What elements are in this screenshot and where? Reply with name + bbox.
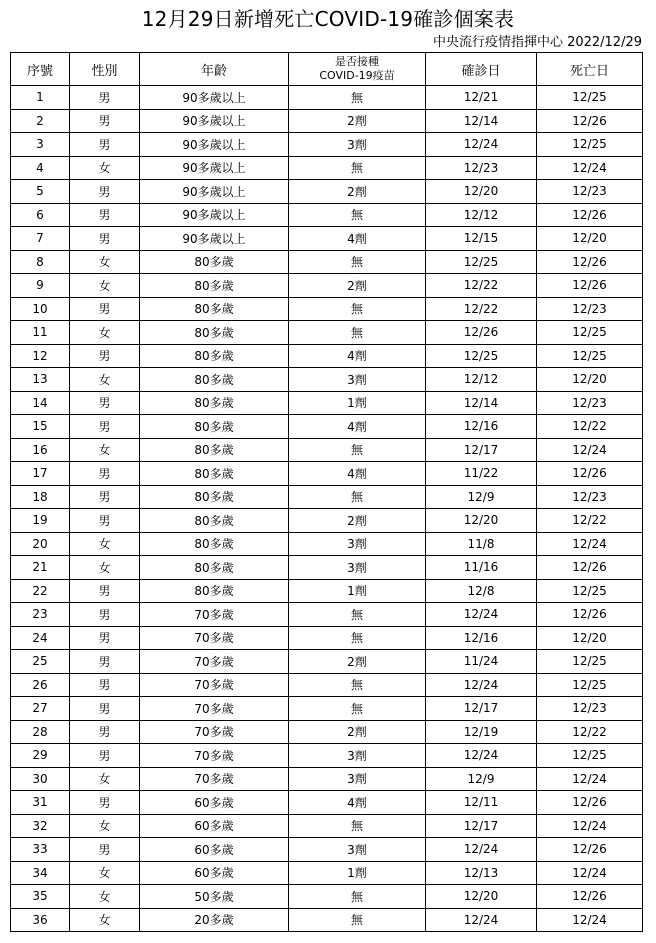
table-row — [11, 133, 643, 157]
cell-vaccine: 3劑 — [289, 767, 426, 791]
cell-age: 90多歲以上 — [140, 133, 289, 157]
table-row — [11, 509, 643, 533]
cell-vaccine: 3劑 — [289, 133, 426, 157]
cell-age: 90多歲以上 — [140, 156, 289, 180]
cell-confirm-date: 11/22 — [426, 462, 537, 486]
cell-age: 80多歲 — [140, 556, 289, 580]
cell-age: 80多歲 — [140, 274, 289, 298]
header-death-date: 死亡日 — [537, 53, 643, 86]
table-row — [11, 321, 643, 345]
cell-confirm-date: 12/22 — [426, 274, 537, 298]
cell-vaccine: 2劑 — [289, 180, 426, 204]
table-row — [11, 415, 643, 439]
cell-sex: 男 — [70, 626, 140, 650]
cell-sex: 男 — [70, 86, 140, 110]
cell-no: 27 — [11, 697, 70, 721]
cell-confirm-date: 12/24 — [426, 603, 537, 627]
cell-no: 9 — [11, 274, 70, 298]
header-vaccine — [289, 53, 426, 86]
cell-age: 80多歲 — [140, 415, 289, 439]
table-row — [11, 438, 643, 462]
cell-no: 20 — [11, 532, 70, 556]
cell-no: 21 — [11, 556, 70, 580]
cell-no: 7 — [11, 227, 70, 251]
cell-no: 15 — [11, 415, 70, 439]
table-row — [11, 603, 643, 627]
cell-vaccine: 3劑 — [289, 838, 426, 862]
cell-confirm-date: 12/12 — [426, 203, 537, 227]
cell-death-date: 12/26 — [537, 462, 643, 486]
cell-confirm-date: 12/16 — [426, 415, 537, 439]
cell-age: 80多歲 — [140, 438, 289, 462]
cell-sex: 男 — [70, 297, 140, 321]
cell-no: 4 — [11, 156, 70, 180]
cell-vaccine: 3劑 — [289, 744, 426, 768]
cell-no: 23 — [11, 603, 70, 627]
header-vaccine-line1: 是否接種 — [335, 55, 379, 68]
cell-death-date: 12/23 — [537, 697, 643, 721]
death-case-table — [10, 52, 643, 932]
table-row — [11, 250, 643, 274]
table-header-row — [11, 53, 643, 86]
header-sex: 性別 — [70, 53, 140, 86]
cell-death-date: 12/25 — [537, 344, 643, 368]
cell-sex: 男 — [70, 509, 140, 533]
cell-no: 22 — [11, 579, 70, 603]
cell-death-date: 12/22 — [537, 509, 643, 533]
cell-confirm-date: 12/23 — [426, 156, 537, 180]
cell-confirm-date: 12/9 — [426, 767, 537, 791]
cell-confirm-date: 12/20 — [426, 885, 537, 909]
cell-death-date: 12/26 — [537, 838, 643, 862]
cell-age: 80多歲 — [140, 321, 289, 345]
header-confirm-date: 確診日 — [426, 53, 537, 86]
cell-sex: 女 — [70, 156, 140, 180]
table-row — [11, 274, 643, 298]
table-row — [11, 344, 643, 368]
cell-vaccine: 2劑 — [289, 720, 426, 744]
cell-vaccine: 無 — [289, 673, 426, 697]
cell-age: 70多歲 — [140, 767, 289, 791]
cell-sex: 男 — [70, 673, 140, 697]
table-row — [11, 814, 643, 838]
cell-sex: 男 — [70, 650, 140, 674]
table-row — [11, 650, 643, 674]
source-date: 中央流行疫情指揮中心 2022/12/29 — [432, 35, 642, 50]
cell-vaccine: 無 — [289, 814, 426, 838]
table-row — [11, 180, 643, 204]
cell-death-date: 12/24 — [537, 767, 643, 791]
cell-death-date: 12/26 — [537, 791, 643, 815]
table-row — [11, 838, 643, 862]
cell-vaccine: 3劑 — [289, 368, 426, 392]
cell-death-date: 12/24 — [537, 814, 643, 838]
cell-vaccine: 無 — [289, 697, 426, 721]
cell-no: 28 — [11, 720, 70, 744]
cell-no: 34 — [11, 861, 70, 885]
cell-confirm-date: 12/9 — [426, 485, 537, 509]
cell-no: 13 — [11, 368, 70, 392]
cell-death-date: 12/25 — [537, 133, 643, 157]
cell-confirm-date: 12/12 — [426, 368, 537, 392]
cell-sex: 女 — [70, 767, 140, 791]
cell-death-date: 12/25 — [537, 321, 643, 345]
cell-vaccine: 無 — [289, 203, 426, 227]
table-row — [11, 297, 643, 321]
cell-sex: 男 — [70, 415, 140, 439]
cell-death-date: 12/20 — [537, 227, 643, 251]
table-row — [11, 368, 643, 392]
cell-confirm-date: 12/17 — [426, 697, 537, 721]
cell-sex: 女 — [70, 368, 140, 392]
cell-age: 80多歲 — [140, 509, 289, 533]
cell-age: 80多歲 — [140, 579, 289, 603]
cell-vaccine: 無 — [289, 485, 426, 509]
cell-confirm-date: 12/11 — [426, 791, 537, 815]
cell-death-date: 12/26 — [537, 203, 643, 227]
cell-no: 30 — [11, 767, 70, 791]
table-row — [11, 767, 643, 791]
table-row — [11, 673, 643, 697]
cell-sex: 男 — [70, 720, 140, 744]
cell-confirm-date: 12/24 — [426, 673, 537, 697]
cell-no: 29 — [11, 744, 70, 768]
header-age: 年齡 — [140, 53, 289, 86]
table-row — [11, 391, 643, 415]
cell-confirm-date: 12/21 — [426, 86, 537, 110]
cell-vaccine: 無 — [289, 321, 426, 345]
cell-vaccine: 3劑 — [289, 532, 426, 556]
cell-sex: 女 — [70, 274, 140, 298]
cell-vaccine: 無 — [289, 908, 426, 932]
cell-death-date: 12/25 — [537, 744, 643, 768]
table-row — [11, 203, 643, 227]
cell-sex: 男 — [70, 791, 140, 815]
cell-confirm-date: 12/24 — [426, 133, 537, 157]
table-row — [11, 532, 643, 556]
table-row — [11, 720, 643, 744]
cell-vaccine: 2劑 — [289, 109, 426, 133]
cell-sex: 男 — [70, 462, 140, 486]
cell-no: 12 — [11, 344, 70, 368]
cell-sex: 男 — [70, 344, 140, 368]
cell-death-date: 12/24 — [537, 156, 643, 180]
cell-death-date: 12/26 — [537, 556, 643, 580]
cell-death-date: 12/20 — [537, 368, 643, 392]
cell-no: 32 — [11, 814, 70, 838]
cell-death-date: 12/26 — [537, 109, 643, 133]
cell-confirm-date: 12/22 — [426, 297, 537, 321]
cell-death-date: 12/25 — [537, 650, 643, 674]
cell-no: 26 — [11, 673, 70, 697]
cell-vaccine: 無 — [289, 885, 426, 909]
cell-no: 11 — [11, 321, 70, 345]
cell-vaccine: 無 — [289, 297, 426, 321]
cell-age: 70多歲 — [140, 603, 289, 627]
cell-age: 90多歲以上 — [140, 180, 289, 204]
cell-sex: 女 — [70, 814, 140, 838]
cell-age: 20多歲 — [140, 908, 289, 932]
cell-no: 6 — [11, 203, 70, 227]
cell-sex: 男 — [70, 109, 140, 133]
cell-age: 70多歲 — [140, 744, 289, 768]
cell-death-date: 12/25 — [537, 673, 643, 697]
cell-death-date: 12/22 — [537, 415, 643, 439]
page-title: 12月29日新增死亡COVID-19確診個案表 — [141, 7, 515, 31]
cell-sex: 女 — [70, 438, 140, 462]
cell-age: 70多歲 — [140, 650, 289, 674]
cell-vaccine: 1劑 — [289, 861, 426, 885]
cell-no: 35 — [11, 885, 70, 909]
cell-sex: 男 — [70, 227, 140, 251]
cell-no: 25 — [11, 650, 70, 674]
cell-vaccine: 1劑 — [289, 579, 426, 603]
cell-vaccine: 3劑 — [289, 556, 426, 580]
cell-age: 90多歲以上 — [140, 227, 289, 251]
cell-vaccine: 無 — [289, 86, 426, 110]
table-row — [11, 697, 643, 721]
cell-confirm-date: 12/26 — [426, 321, 537, 345]
header-vaccine-line2: COVID-19疫苗 — [319, 69, 395, 82]
cell-confirm-date: 12/24 — [426, 908, 537, 932]
table-row — [11, 227, 643, 251]
cell-sex: 男 — [70, 838, 140, 862]
cell-sex: 男 — [70, 203, 140, 227]
cell-no: 18 — [11, 485, 70, 509]
table-row — [11, 908, 643, 932]
cell-confirm-date: 12/17 — [426, 814, 537, 838]
cell-no: 31 — [11, 791, 70, 815]
cell-confirm-date: 12/25 — [426, 250, 537, 274]
cell-death-date: 12/23 — [537, 180, 643, 204]
cell-confirm-date: 12/15 — [426, 227, 537, 251]
cell-confirm-date: 11/8 — [426, 532, 537, 556]
cell-age: 80多歲 — [140, 391, 289, 415]
cell-death-date: 12/24 — [537, 861, 643, 885]
cell-sex: 女 — [70, 250, 140, 274]
cell-sex: 男 — [70, 744, 140, 768]
cell-confirm-date: 12/25 — [426, 344, 537, 368]
cell-sex: 女 — [70, 861, 140, 885]
cell-vaccine: 無 — [289, 626, 426, 650]
cell-age: 90多歲以上 — [140, 203, 289, 227]
table-row — [11, 885, 643, 909]
cell-confirm-date: 12/14 — [426, 391, 537, 415]
cell-death-date: 12/23 — [537, 391, 643, 415]
cell-age: 50多歲 — [140, 885, 289, 909]
cell-death-date: 12/24 — [537, 532, 643, 556]
cell-age: 60多歲 — [140, 838, 289, 862]
cell-sex: 男 — [70, 180, 140, 204]
cell-death-date: 12/26 — [537, 250, 643, 274]
cell-sex: 女 — [70, 556, 140, 580]
table-row — [11, 744, 643, 768]
cell-sex: 男 — [70, 391, 140, 415]
cell-age: 80多歲 — [140, 344, 289, 368]
cell-no: 8 — [11, 250, 70, 274]
cell-no: 2 — [11, 109, 70, 133]
table-row — [11, 556, 643, 580]
cell-vaccine: 4劑 — [289, 344, 426, 368]
cell-death-date: 12/25 — [537, 86, 643, 110]
table-row — [11, 626, 643, 650]
cell-vaccine: 4劑 — [289, 227, 426, 251]
cell-death-date: 12/26 — [537, 885, 643, 909]
cell-vaccine: 無 — [289, 156, 426, 180]
cell-no: 3 — [11, 133, 70, 157]
cell-no: 17 — [11, 462, 70, 486]
cell-age: 60多歲 — [140, 814, 289, 838]
cell-sex: 男 — [70, 485, 140, 509]
cell-death-date: 12/26 — [537, 603, 643, 627]
cell-confirm-date: 12/13 — [426, 861, 537, 885]
cell-age: 80多歲 — [140, 297, 289, 321]
table-row — [11, 485, 643, 509]
cell-confirm-date: 12/24 — [426, 744, 537, 768]
cell-age: 70多歲 — [140, 720, 289, 744]
cell-death-date: 12/25 — [537, 579, 643, 603]
cell-no: 1 — [11, 86, 70, 110]
cell-death-date: 12/24 — [537, 438, 643, 462]
cell-vaccine: 無 — [289, 438, 426, 462]
table-row — [11, 156, 643, 180]
table-row — [11, 861, 643, 885]
cell-sex: 女 — [70, 908, 140, 932]
cell-sex: 女 — [70, 885, 140, 909]
cell-no: 33 — [11, 838, 70, 862]
cell-vaccine: 4劑 — [289, 415, 426, 439]
cell-age: 70多歲 — [140, 673, 289, 697]
cell-confirm-date: 12/24 — [426, 838, 537, 862]
cell-death-date: 12/26 — [537, 274, 643, 298]
cell-vaccine: 4劑 — [289, 462, 426, 486]
cell-age: 80多歲 — [140, 368, 289, 392]
cell-sex: 女 — [70, 532, 140, 556]
cell-confirm-date: 12/20 — [426, 509, 537, 533]
cell-death-date: 12/23 — [537, 297, 643, 321]
cell-death-date: 12/23 — [537, 485, 643, 509]
cell-no: 19 — [11, 509, 70, 533]
cell-sex: 男 — [70, 133, 140, 157]
cell-vaccine: 1劑 — [289, 391, 426, 415]
cell-age: 80多歲 — [140, 250, 289, 274]
cell-age: 80多歲 — [140, 532, 289, 556]
cell-age: 70多歲 — [140, 697, 289, 721]
table-body — [11, 86, 643, 932]
cell-sex: 男 — [70, 697, 140, 721]
cell-no: 16 — [11, 438, 70, 462]
cell-confirm-date: 12/16 — [426, 626, 537, 650]
table-row — [11, 791, 643, 815]
cell-confirm-date: 12/19 — [426, 720, 537, 744]
cell-confirm-date: 12/17 — [426, 438, 537, 462]
cell-no: 14 — [11, 391, 70, 415]
cell-sex: 男 — [70, 603, 140, 627]
cell-confirm-date: 12/20 — [426, 180, 537, 204]
cell-vaccine: 4劑 — [289, 791, 426, 815]
cell-confirm-date: 12/8 — [426, 579, 537, 603]
cell-death-date: 12/20 — [537, 626, 643, 650]
cell-age: 60多歲 — [140, 861, 289, 885]
cell-confirm-date: 12/14 — [426, 109, 537, 133]
cell-age: 90多歲以上 — [140, 86, 289, 110]
cell-sex: 女 — [70, 321, 140, 345]
cell-no: 36 — [11, 908, 70, 932]
table-row — [11, 462, 643, 486]
cell-vaccine: 2劑 — [289, 274, 426, 298]
cell-vaccine: 無 — [289, 603, 426, 627]
table-row — [11, 86, 643, 110]
table-row — [11, 109, 643, 133]
table-row — [11, 579, 643, 603]
header-no: 序號 — [11, 53, 70, 86]
cell-age: 70多歲 — [140, 626, 289, 650]
cell-vaccine: 無 — [289, 250, 426, 274]
cell-no: 24 — [11, 626, 70, 650]
cell-death-date: 12/22 — [537, 720, 643, 744]
cell-age: 90多歲以上 — [140, 109, 289, 133]
cell-age: 80多歲 — [140, 462, 289, 486]
cell-confirm-date: 11/16 — [426, 556, 537, 580]
cell-no: 5 — [11, 180, 70, 204]
cell-vaccine: 2劑 — [289, 509, 426, 533]
cell-death-date: 12/24 — [537, 908, 643, 932]
cell-confirm-date: 11/24 — [426, 650, 537, 674]
cell-age: 80多歲 — [140, 485, 289, 509]
cell-age: 60多歲 — [140, 791, 289, 815]
cell-no: 10 — [11, 297, 70, 321]
cell-vaccine: 2劑 — [289, 650, 426, 674]
cell-sex: 男 — [70, 579, 140, 603]
